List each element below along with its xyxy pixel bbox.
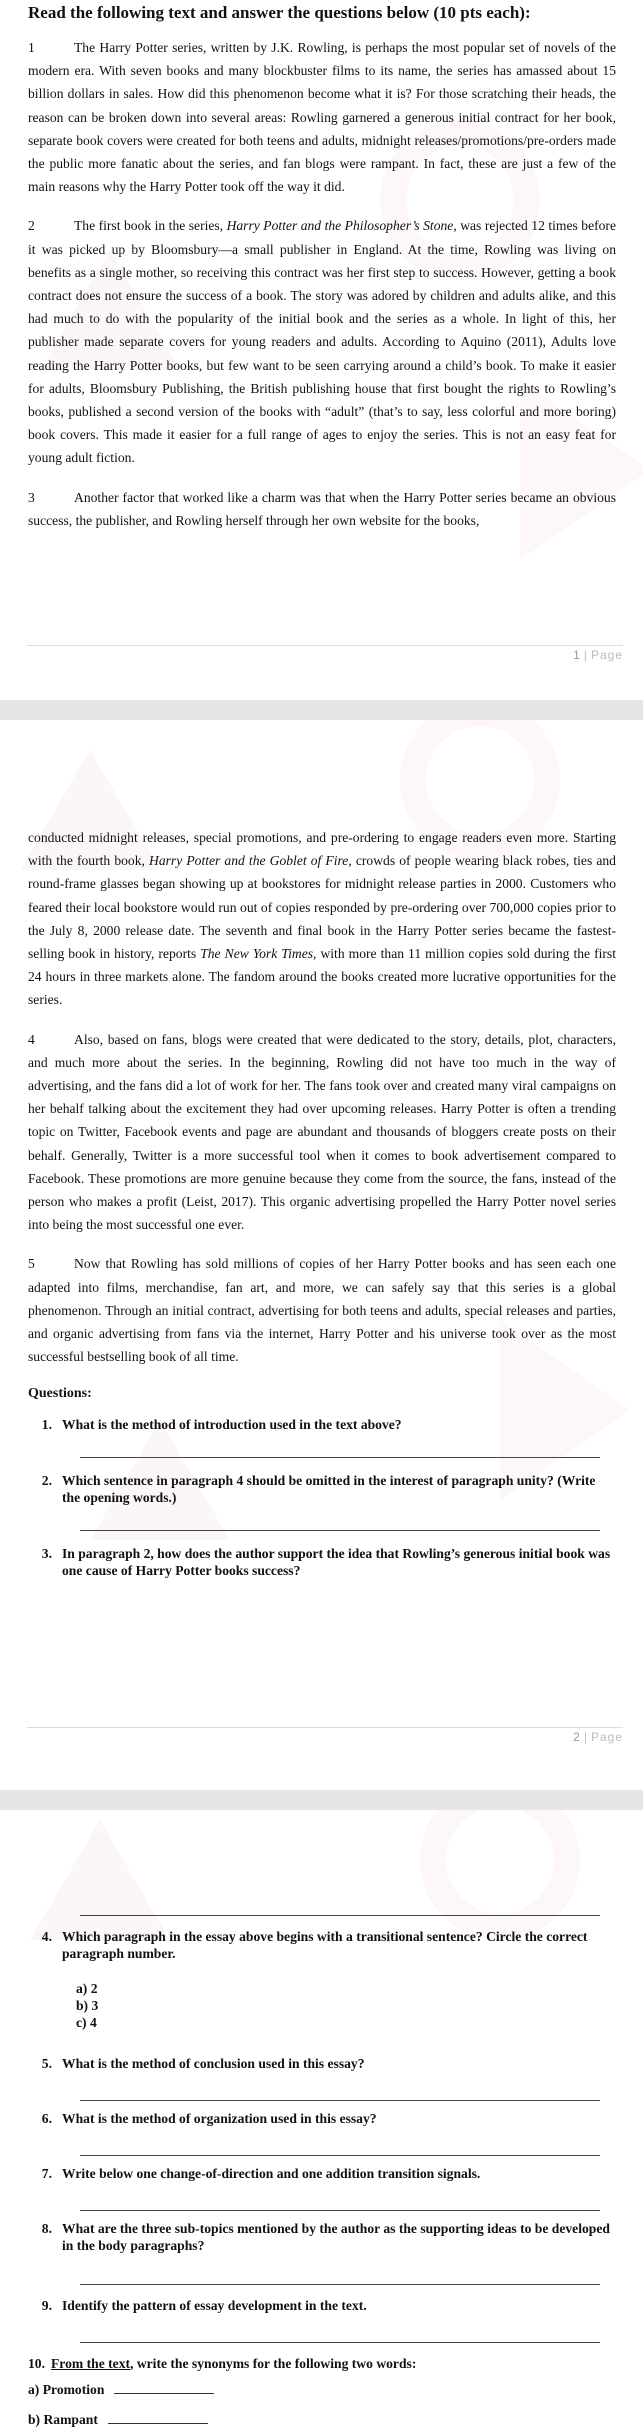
question-text: Which sentence in paragraph 4 should be omitted in the interest of paragraph unity? (Write the opening words.) xyxy=(62,1473,596,1506)
book-title: Harry Potter and the Goblet of Fire xyxy=(149,853,349,869)
question-number: 3. xyxy=(41,1546,52,1562)
page-number: 1 xyxy=(573,648,581,662)
synonym-label: a) Promotion xyxy=(28,2382,105,2397)
question-1 xyxy=(28,1416,616,1433)
page-gap xyxy=(0,1790,643,1810)
question-number: 7. xyxy=(41,2166,52,2181)
synonym-blank[interactable] xyxy=(108,2412,208,2424)
page-footer xyxy=(573,648,623,662)
paragraph-text: Another factor that worked like a charm was that when the Harry Potter series became an obvious success, the publisher, and Rowling herself through her own website for the books, xyxy=(28,489,616,528)
synonym-item-b xyxy=(28,2412,616,2428)
option-c[interactable]: c) 4 xyxy=(76,2015,97,2030)
question-number: 8. xyxy=(41,2221,52,2236)
question-text: What is the method of conclusion used in this essay? xyxy=(62,2056,365,2071)
question-number: 10. xyxy=(28,2356,45,2371)
question-text: Identify the pattern of essay development in the text. xyxy=(62,2298,367,2313)
question-3 xyxy=(28,1545,616,1579)
paragraph-number: 1 xyxy=(28,40,35,55)
question-2 xyxy=(28,1472,616,1506)
footer-separator: | xyxy=(583,1730,588,1744)
paragraph-text: , crowds of people wearing black robes, ties and round-frame glasses began showing up at bookstores for midnight release parties in 2000. Customers who feared their local bookstore would run out of copies responded by pre-ordering over 700,000 copies prior to the July 8, 2000 release date. The seventh and final book in the Harry Potter series became the fastest-selling book in history, reports xyxy=(28,853,616,962)
paragraph-text: The Harry Potter series, written by J.K. Rowling, is perhaps the most popular set of novels of the modern era. With seven books and many blockbuster films to its name, the series has amassed about 15 billion dollars in sales. How did this phenomenon become what it is? For those scratching their heads, the reason can be broken down into several areas: Rowling garnered a generous initial contract for her book, separate book covers were created for both teens and adults, midnight releases/promotions/pre-orders made the public more fanatic about the series, and fan blogs were rampant. In fact, these are just a few of the main reasons why the Harry Potter took off the way it did. xyxy=(28,40,616,195)
paragraph-text: The first book in the series, xyxy=(74,218,227,234)
page-footer xyxy=(573,1730,623,1744)
page-3 xyxy=(0,1810,643,2429)
question-text: In paragraph 2, how does the author support the idea that Rowling’s generous initial book was one cause of Harry Potter books success? xyxy=(62,1546,611,1579)
page-label: Page xyxy=(590,648,623,662)
page-label: Page xyxy=(590,1730,623,1744)
paragraph-2 xyxy=(28,214,616,469)
option-b[interactable]: b) 3 xyxy=(76,1998,99,2013)
question-4 xyxy=(28,1928,616,1962)
question-6 xyxy=(28,2110,616,2127)
question-text: , write the synonyms for the following two words: xyxy=(130,2356,417,2371)
answer-line[interactable] xyxy=(80,2342,600,2343)
instructions-heading: Read the following text and answer the questions below (10 pts each): xyxy=(28,3,531,22)
book-title: Harry Potter and the Philosopher’s Stone xyxy=(226,218,454,234)
question-text: What are the three sub-topics mentioned by the author as the supporting ideas to be developed in the body paragraphs? xyxy=(62,2221,610,2253)
paragraph-number: 5 xyxy=(28,1256,35,1272)
paragraph-1 xyxy=(28,36,616,198)
question-10 xyxy=(28,2355,616,2372)
source-title: The New York Times xyxy=(200,946,314,962)
question-text: What is the method of introduction used in the text above? xyxy=(62,1417,402,1433)
synonym-label: b) Rampant xyxy=(28,2412,98,2427)
footer-separator: | xyxy=(583,648,588,662)
page-2 xyxy=(0,720,643,1790)
paragraph-number: 2 xyxy=(28,218,35,234)
page-1 xyxy=(0,0,643,700)
paragraph-3-continued xyxy=(28,826,616,1012)
paragraph-text: , with more than 11 million copies sold during the first 24 hours in three markets alone. The fandom around the books created more lucrative opportunities for the series. xyxy=(28,946,617,1008)
question-number: 1. xyxy=(41,1417,52,1433)
paragraph-text: , was rejected 12 times before it was picked up by Bloomsbury—a small publisher in England. At the time, Rowling was living on benefits as a single mother, so receiving this contract was her first step to success. However, getting a book contract does not ensure the success of a book. The story was adored by children and adults alike, and this had much to do with the popularity of the initial book and the series as a whole. In light of this, her publisher made separate covers for young readers and adults. According to Aquino (2011), Adults love reading the Harry Potter books, but few want to be seen carrying around a child’s book. To make it easier for adults, Bloomsbury Publishing, the British publishing house that first bought the rights to Rowling’s books, published a second version of the books with “adult” (that’s to say, less colorful and more boring) book covers. This made it easier for a full range of ages to enjoy the series. This is not an easy feat for young adult fiction. xyxy=(28,218,616,466)
answer-line[interactable] xyxy=(80,1530,600,1531)
questions-heading: Questions: xyxy=(28,1386,92,1402)
question-9 xyxy=(28,2297,616,2314)
question-8 xyxy=(28,2220,616,2254)
synonym-item-a xyxy=(28,2382,616,2398)
paragraph-text: conducted midnight releases, special promotions, and pre-ordering to engage readers even more. Starting with the fourth book, xyxy=(28,830,616,869)
underlined-phrase: From the text xyxy=(51,2356,131,2371)
footer-divider xyxy=(27,645,623,646)
paragraph-4 xyxy=(28,1028,616,1237)
question-5 xyxy=(28,2055,616,2072)
answer-line[interactable] xyxy=(80,1457,600,1458)
question-text: Which paragraph in the essay above begins with a transitional sentence? Circle the correct paragraph number. xyxy=(62,1929,588,1961)
answer-line[interactable] xyxy=(80,2210,600,2211)
question-number: 9. xyxy=(41,2298,52,2313)
footer-divider xyxy=(27,1727,623,1728)
synonym-blank[interactable] xyxy=(114,2382,214,2394)
paragraph-number: 4 xyxy=(28,1031,35,1047)
page-gap xyxy=(0,700,643,720)
paragraph-text: Now that Rowling has sold millions of copies of her Harry Potter books and has seen each one adapted into films, merchandise, fan art, and more, we can safely say that this series is a global phenomenon. Through an initial contract, advertising for both teens and adults, special releases and parties, and organic advertising from fans via the internet, Harry Potter and his universe took over as the most successful bestselling book of all time. xyxy=(28,1256,616,1365)
answer-line[interactable] xyxy=(80,2155,600,2156)
answer-line[interactable] xyxy=(80,2100,600,2101)
paragraph-number: 3 xyxy=(28,489,35,505)
question-number: 2. xyxy=(41,1473,52,1489)
question-number: 6. xyxy=(41,2111,52,2126)
paragraph-5 xyxy=(28,1252,616,1368)
paragraph-3 xyxy=(28,486,616,532)
question-number: 4. xyxy=(41,1929,52,1944)
option-a[interactable]: a) 2 xyxy=(76,1981,98,1996)
answer-line[interactable] xyxy=(80,2284,600,2285)
question-7 xyxy=(28,2165,616,2182)
answer-line[interactable] xyxy=(80,1915,600,1916)
question-text: What is the method of organization used in this essay? xyxy=(62,2111,377,2126)
page-number: 2 xyxy=(573,1730,581,1744)
question-number: 5. xyxy=(41,2056,52,2071)
question-text: Write below one change-of-direction and one addition transition signals. xyxy=(62,2166,481,2181)
paragraph-text: Also, based on fans, blogs were created that were dedicated to the story, details, plot, characters, and much more about the series. In the beginning, Rowling did not have too much in the way of advertising, and the fans did a lot of work for her. The fans took over and created many viral campaigns on her behalf talking about the excitement they had over upcoming releases. Harry Potter is often a trending topic on Twitter, Facebook events and page are abundant and thousands of bloggers create posts on their behalf. Generally, Twitter is a more successful tool when it comes to book advertisement compared to Facebook. These promotions are more genuine because they come from the source, the fans, instead of the person who makes a profit (Leist, 2017). This organic advertising propelled the Harry Potter novel series into being the most successful one ever. xyxy=(28,1031,616,1233)
q4-options xyxy=(28,1980,616,2031)
